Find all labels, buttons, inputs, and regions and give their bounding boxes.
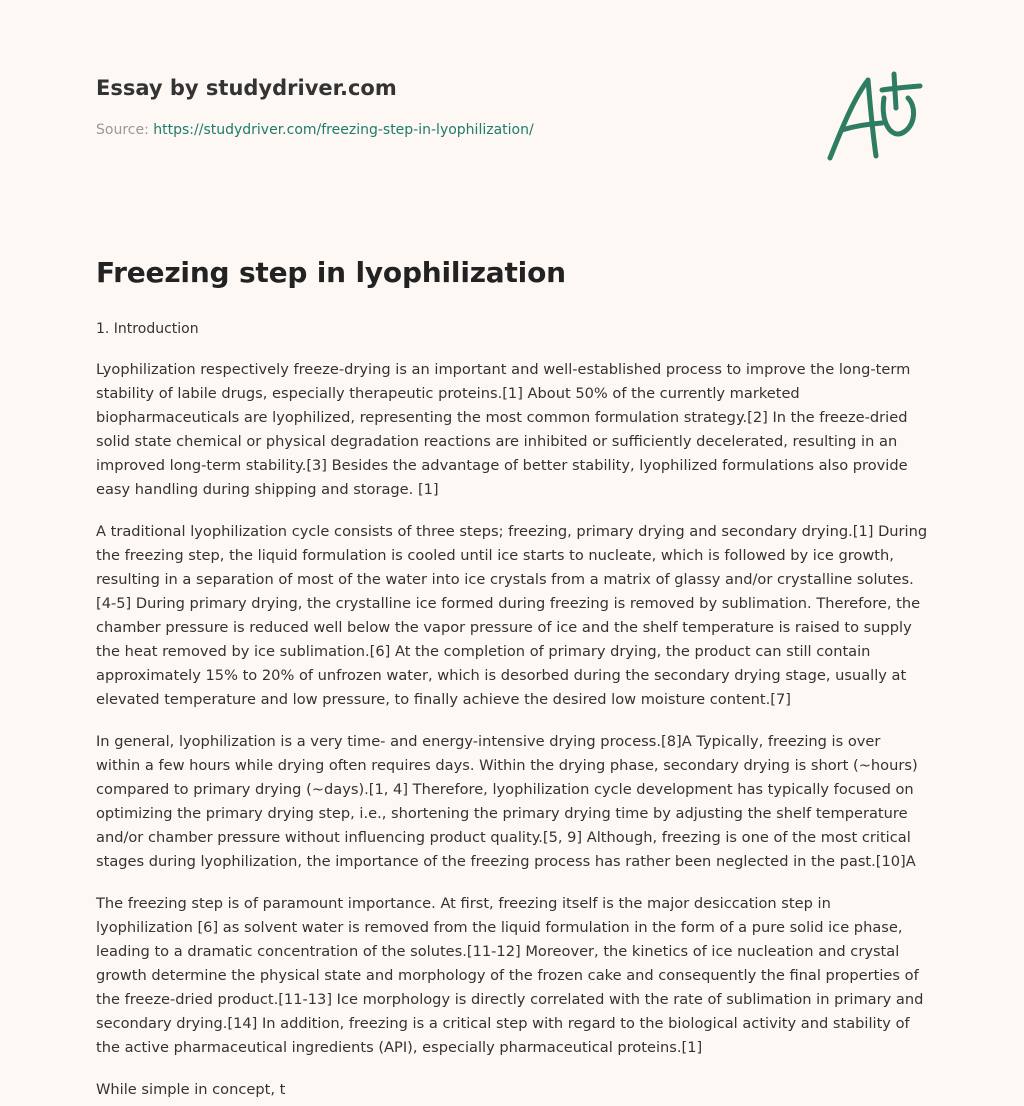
paragraph: A traditional lyophilization cycle consists of three steps; freezing, primary drying and secondary drying.[1] During the freezing step, the liquid formulation is cooled until ice starts to nucleate, which is followed by ice growth, resulting in a separation of most of the water into ice crystals from a matrix of glassy and/or crystalline solutes.[4-5] During primary drying, the crystalline ice formed during freezing is removed by sublimation. Therefore, the chamber pressure is reduced well below the vapor pressure of ice and the shelf temperature is raised to supply the heat removed by ice sublimation.[6] At the completion of primary drying, the product can still contain approximately 15% to 20% of unfrozen water, which is desorbed during the secondary drying stage, usually at elevated temperature and low pressure, to finally achieve the desired low moisture content.[7] — [96, 523, 928, 708]
essay-body — [96, 256, 928, 1102]
paragraph: The freezing step is of paramount importance. At first, freezing itself is the major desiccation step in lyophilization [6] as solvent water is removed from the liquid formulation in the form of a pure solid ice phase, leading to a dramatic concentration of the solutes.[11-12] Moreover, the kinetics of ice nucleation and crystal growth determine the physical state and morphology of the frozen cake and consequently the final properties of the freeze-dried product.[11-13] Ice morphology is directly correlated with the rate of sublimation in primary and secondary drying.[14] In addition, freezing is a critical step with regard to the biological activity and stability of the active pharmaceutical ingredients (API), especially pharmaceutical proteins.[1] — [96, 895, 924, 1056]
brand-title: Essay by studydriver.com — [96, 76, 397, 100]
source-line — [96, 122, 796, 138]
essay-header — [96, 76, 796, 138]
section-heading: 1. Introduction — [96, 321, 199, 337]
source-label: Source: — [96, 122, 149, 138]
source-link[interactable]: https://studydriver.com/freezing-step-in-lyophilization/ — [153, 122, 534, 138]
paragraph: While simple in concept, t — [96, 1081, 286, 1098]
paragraph: In general, lyophilization is a very time- and energy-intensive drying process.[8]A Typically, freezing is over within a few hours while drying often requires days. Within the drying phase, secondary drying is short (~hours) compared to primary drying (~days).[1, 4] Therefore, lyophilization cycle development has typically focused on optimizing the primary drying step, i.e., shortening the primary drying time by adjusting the shelf temperature and/or chamber pressure without influencing product quality.[5, 9] Although, freezing is one of the most critical stages during lyophilization, the importance of the freezing process has rather been neglected in the past.[10]A — [96, 733, 918, 870]
paragraph: Lyophilization respectively freeze-drying is an important and well-established process to improve the long-term stability of labile drugs, especially therapeutic proteins.[1] About 50% of the currently marketed biopharmaceuticals are lyophilized, representing the most common formulation strategy.[2] In the freeze-dried solid state chemical or physical degradation reactions are inhibited or sufficiently decelerated, resulting in an improved long-term stability.[3] Besides the advantage of better stability, lyophilized formulations also provide easy handling during shipping and storage. [1] — [96, 361, 911, 498]
essay-title: Freezing step in lyophilization — [96, 256, 566, 289]
a-plus-grade-icon — [820, 68, 930, 168]
